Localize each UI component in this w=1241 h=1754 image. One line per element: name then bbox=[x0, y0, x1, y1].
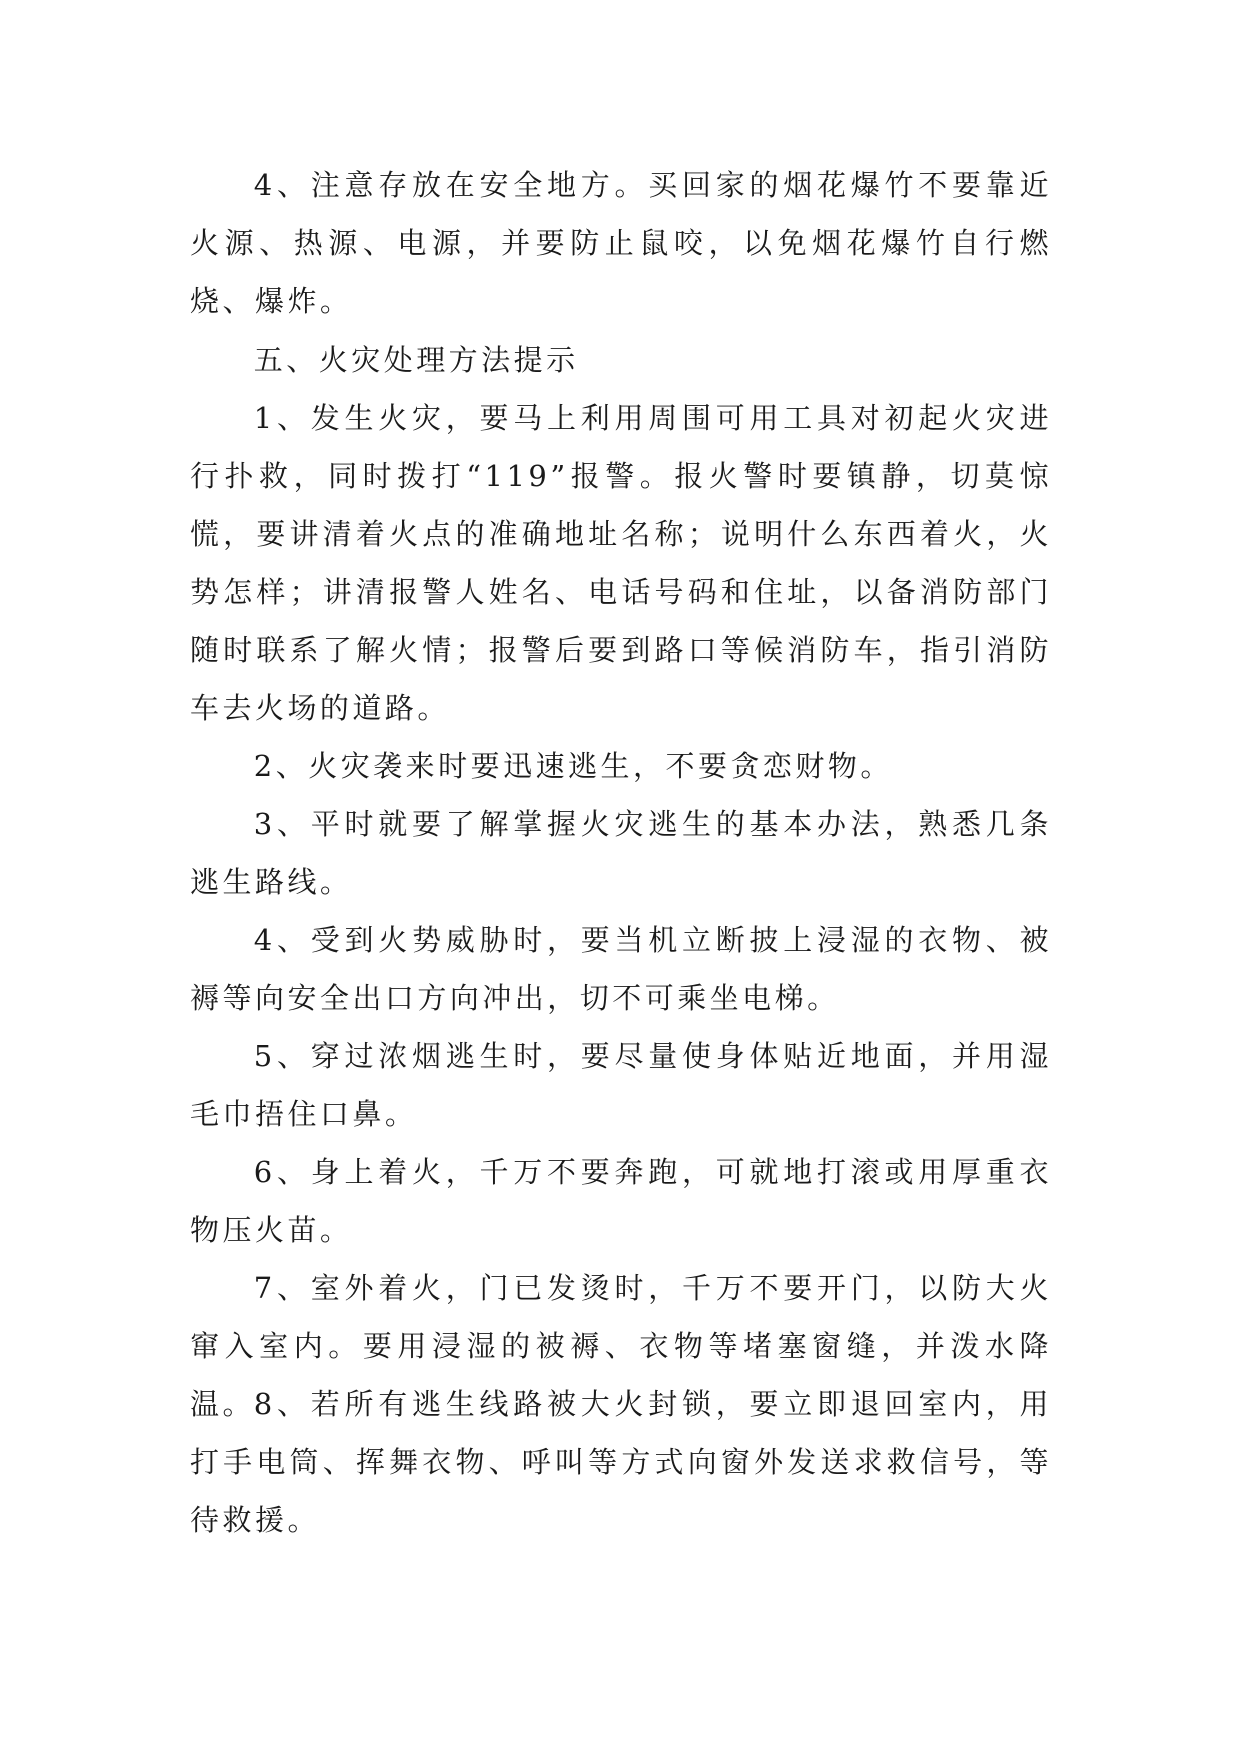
paragraph-item-2-escape: 2、火灾袭来时要迅速逃生，不要贪恋财物。 bbox=[253, 749, 893, 783]
section-heading-fire-handling: 五、火灾处理方法提示 bbox=[253, 343, 579, 377]
paragraph-item-6-clothes-fire: 6、身上着火，千万不要奔跑，可就地打滚或用厚重衣物压火苗。 bbox=[190, 1155, 1052, 1247]
paragraph-item-7-outdoor-fire: 7、室外着火，门已发烫时，千万不要开门，以防大火窜入室内。要用浸湿的被褥、衣物等堵塞窗缝，并泼水降温。 bbox=[190, 1271, 1052, 1421]
paragraph-item-8-signal-help: 8、若所有逃生线路被大火封锁，要立即退回室内，用打手电筒、挥舞衣物、呼叫等方式向窗外发送求救信号，等待救援。 bbox=[190, 1387, 1052, 1537]
paragraph-item-4-exit: 4、受到火势威胁时，要当机立断披上浸湿的衣物、被褥等向安全出口方向冲出，切不可乘坐电梯。 bbox=[190, 923, 1052, 1015]
paragraph-item-3-escape-routes: 3、平时就要了解掌握火灾逃生的基本办法，熟悉几条逃生路线。 bbox=[190, 807, 1052, 899]
paragraph-item-4-storage: 4、注意存放在安全地方。买回家的烟花爆竹不要靠近火源、热源、电源，并要防止鼠咬，以免烟花爆竹自行燃烧、爆炸。 bbox=[190, 168, 1052, 318]
paragraph-item-5-smoke: 5、穿过浓烟逃生时，要尽量使身体贴近地面，并用湿毛巾捂住口鼻。 bbox=[190, 1039, 1052, 1131]
paragraph-item-1-report-fire: 1、发生火灾，要马上利用周围可用工具对初起火灾进行扑救，同时拨打“119”报警。报火警时要镇静，切莫惊慌，要讲清着火点的准确地址名称；说明什么东西着火，火势怎样；讲清报警人姓名、电话号码和住址，以备消防部门随时联系了解火情；报警后要到路口等候消防车，指引消防车去火场的道路。 bbox=[190, 401, 1052, 725]
